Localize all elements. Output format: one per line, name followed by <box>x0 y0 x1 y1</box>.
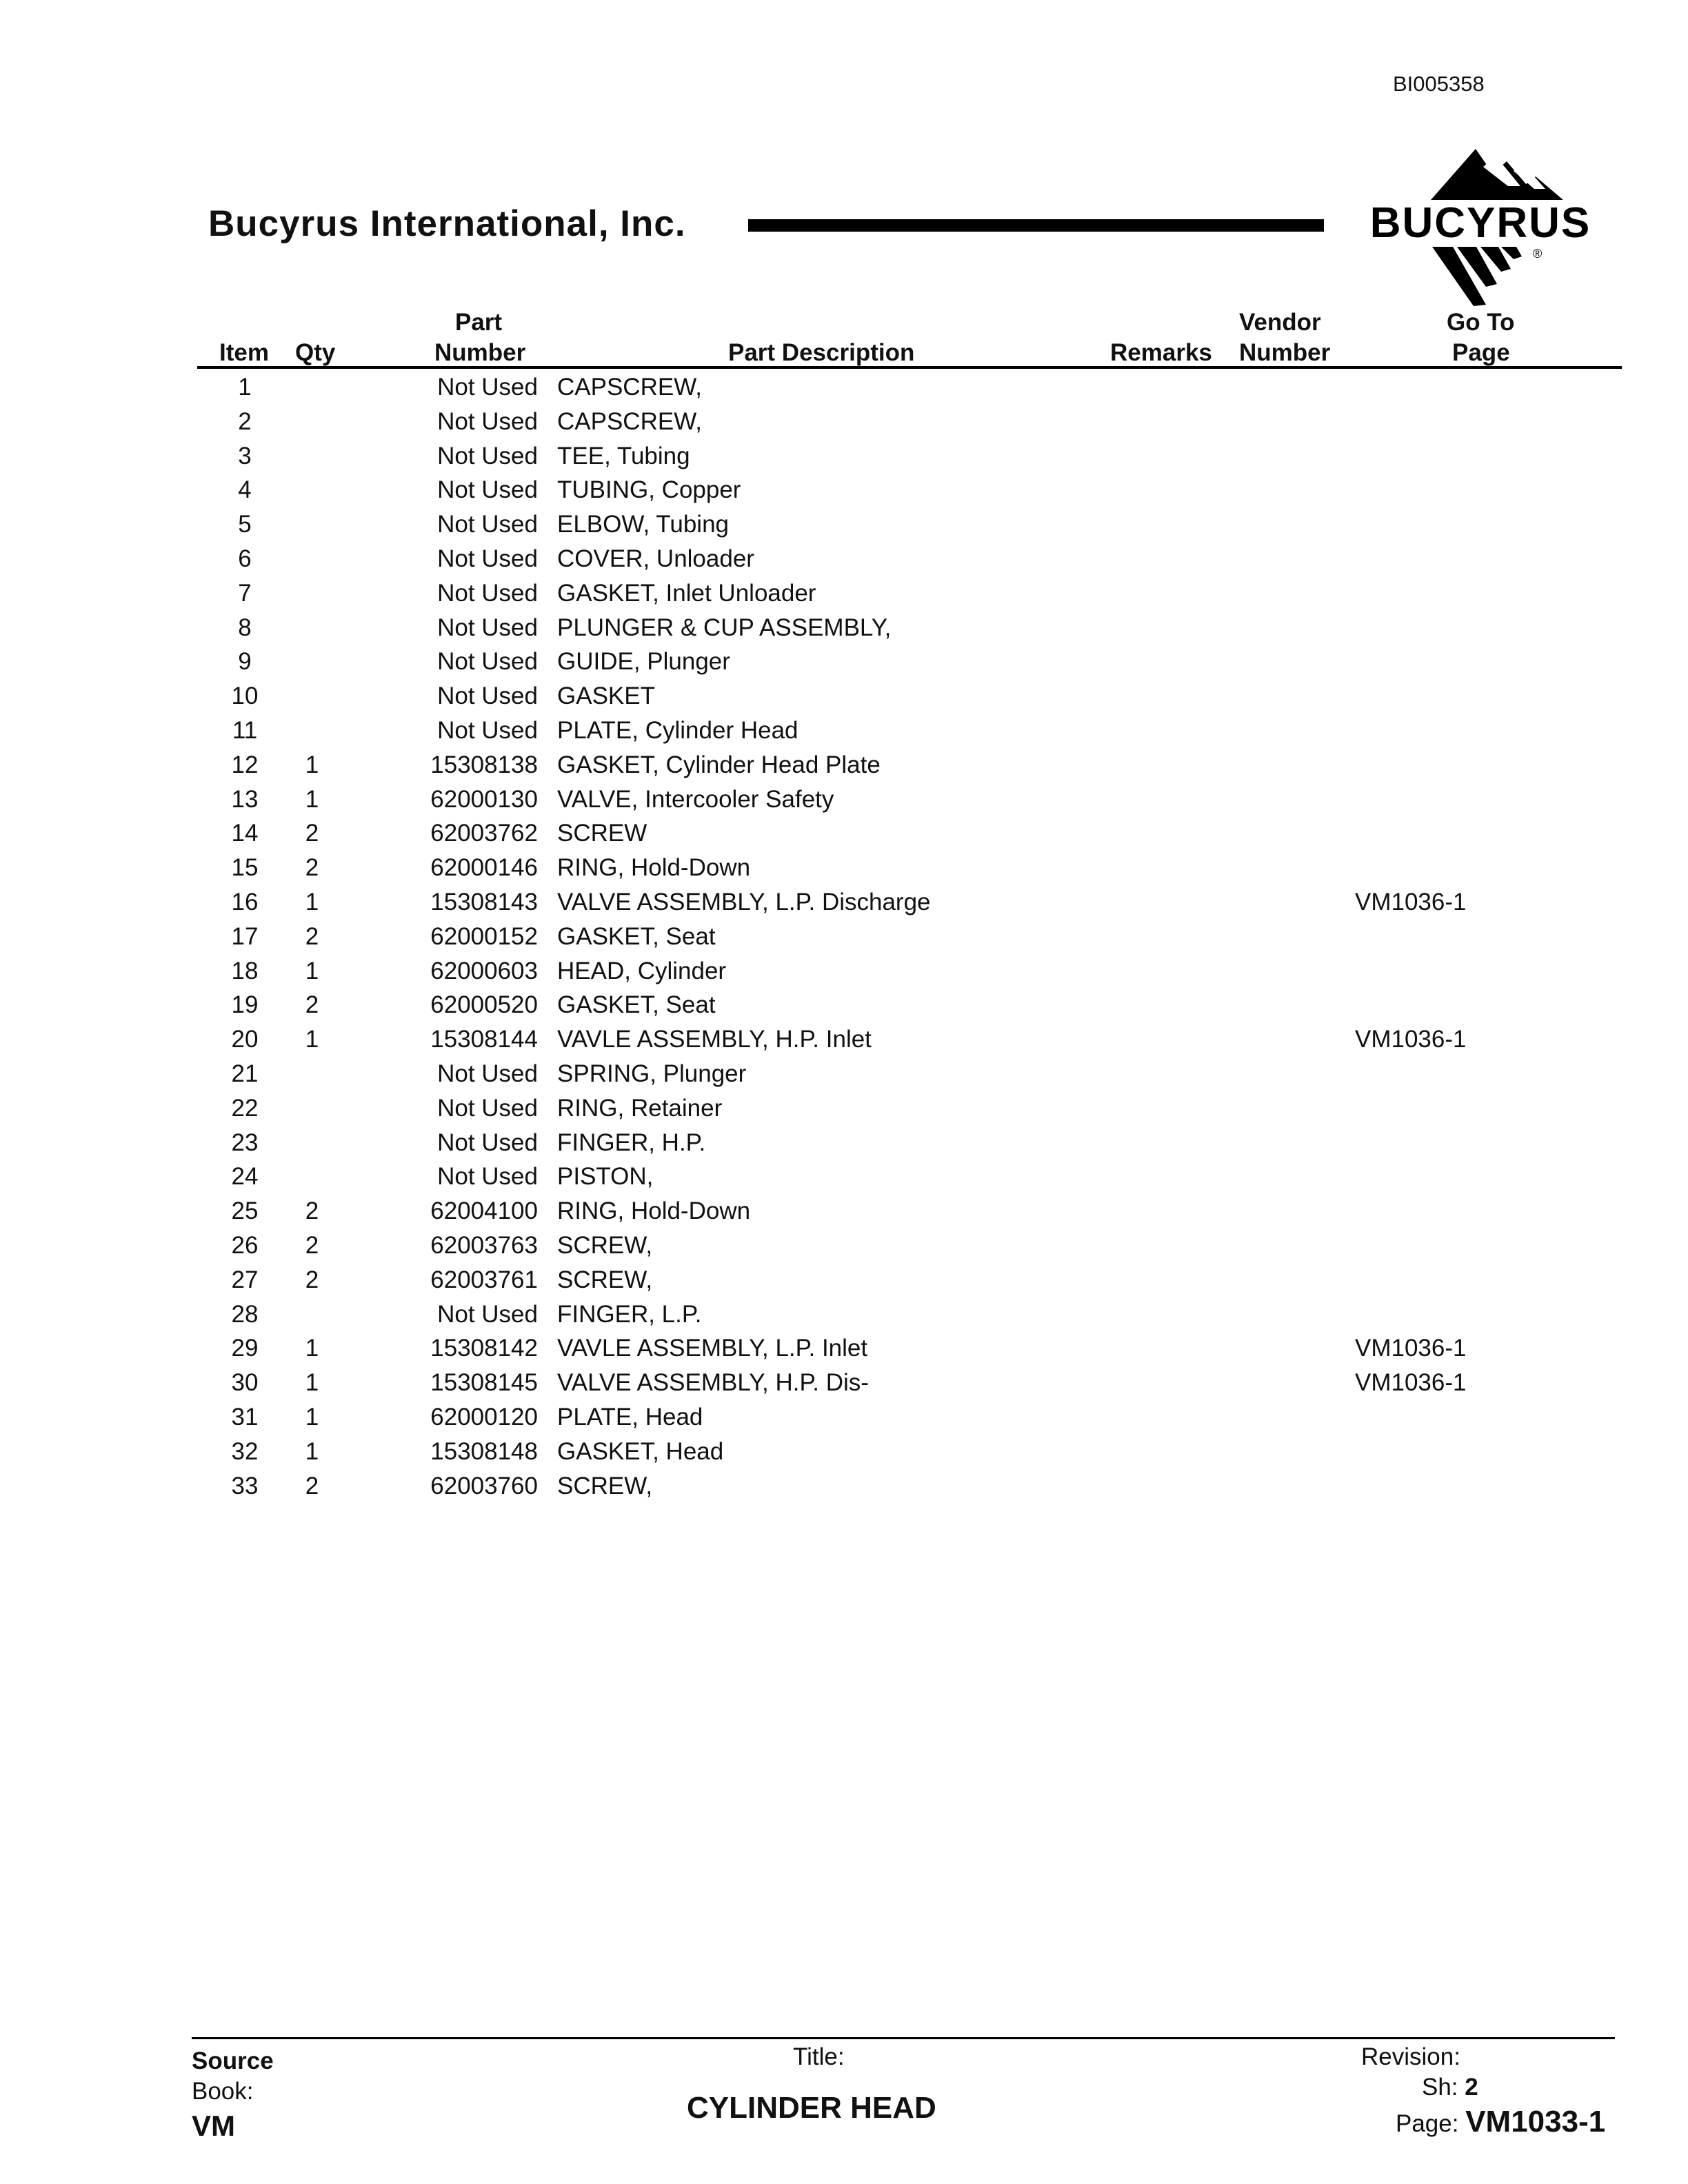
cell-item: 5 <box>238 511 252 538</box>
table-row <box>0 1194 1688 1228</box>
cell-desc: TEE, Tubing <box>557 442 690 469</box>
footer-page-label: Page: <box>1396 2110 1459 2137</box>
cell-part: Not Used <box>437 1163 538 1191</box>
table-row <box>0 576 1688 611</box>
cell-part: Not Used <box>437 374 538 401</box>
footer-sheet-value: 2 <box>1465 2074 1478 2101</box>
header-part-number-line2: Number <box>434 339 526 366</box>
cell-qty: 2 <box>305 1232 319 1259</box>
cell-qty: 2 <box>305 991 319 1019</box>
cell-item: 13 <box>231 785 259 813</box>
cell-goto: VM1036-1 <box>1355 1335 1467 1362</box>
cell-qty: 2 <box>305 1472 319 1499</box>
table-row <box>0 1126 1688 1160</box>
cell-part: 62000130 <box>430 785 538 813</box>
cell-qty: 1 <box>305 751 319 778</box>
table-row <box>0 920 1688 954</box>
table-row <box>0 679 1688 714</box>
logo-wordmark: BUCYRUS <box>1369 199 1591 247</box>
table-row <box>0 473 1688 507</box>
cell-item: 24 <box>231 1163 259 1191</box>
cell-desc: COVER, Unloader <box>557 545 754 572</box>
table-row <box>0 1297 1688 1332</box>
table-row <box>0 782 1688 817</box>
cell-desc: RING, Retainer <box>557 1094 723 1122</box>
cell-part: Not Used <box>437 476 538 504</box>
document-id: BI005358 <box>1393 72 1485 96</box>
cell-part: Not Used <box>437 717 538 744</box>
cell-item: 17 <box>231 922 259 950</box>
header-vendor-line2: Number <box>1239 339 1331 366</box>
cell-item: 27 <box>231 1266 259 1293</box>
table-row <box>0 1263 1688 1297</box>
cell-desc: GASKET, Cylinder Head Plate <box>557 751 881 778</box>
cell-qty: 2 <box>305 1266 319 1293</box>
cell-desc: ELBOW, Tubing <box>557 511 730 538</box>
cell-desc: PISTON, <box>557 1163 654 1191</box>
table-row <box>0 988 1688 1022</box>
footer-divider <box>192 2037 1615 2039</box>
footer-page-value: VM1033-1 <box>1465 2105 1606 2138</box>
cell-item: 2 <box>238 407 252 435</box>
cell-desc: PLUNGER & CUP ASSEMBLY, <box>557 614 892 641</box>
cell-desc: FINGER, H.P. <box>557 1129 706 1156</box>
cell-item: 8 <box>238 614 252 641</box>
cell-desc: VAVLE ASSEMBLY, L.P. Inlet <box>557 1335 868 1362</box>
cell-part: 15308145 <box>430 1369 538 1397</box>
cell-part: 62000120 <box>430 1404 538 1430</box>
header-remarks: Remarks <box>1110 339 1212 366</box>
cell-goto: VM1036-1 <box>1355 1026 1467 1053</box>
cell-part: 15308148 <box>430 1437 538 1465</box>
footer-source-label: Source <box>192 2048 274 2074</box>
cell-item: 14 <box>231 820 259 847</box>
cell-goto: VM1036-1 <box>1355 889 1467 916</box>
table-row <box>0 1331 1688 1366</box>
cell-part: Not Used <box>437 442 538 469</box>
cell-item: 21 <box>231 1060 259 1087</box>
cell-desc: GASKET, Seat <box>557 991 716 1019</box>
header-vendor-line1: Vendor <box>1239 309 1321 336</box>
cell-desc: VALVE, Intercooler Safety <box>557 785 834 813</box>
cell-part: Not Used <box>437 1094 538 1122</box>
cell-item: 32 <box>231 1437 259 1465</box>
cell-desc: HEAD, Cylinder <box>557 957 727 984</box>
cell-qty: 2 <box>305 820 319 847</box>
table-row <box>0 851 1688 885</box>
company-name: Bucyrus International, Inc. <box>208 203 686 244</box>
cell-desc: GASKET, Inlet Unloader <box>557 579 816 607</box>
cell-qty: 2 <box>305 1197 319 1225</box>
cell-item: 11 <box>232 717 258 744</box>
cell-item: 25 <box>231 1197 259 1225</box>
cell-item: 30 <box>231 1369 259 1397</box>
footer-revision-label: Revision: <box>1361 2043 1460 2070</box>
table-row <box>0 439 1688 474</box>
cell-part: 15308138 <box>430 751 538 778</box>
svg-text:®: ® <box>1533 247 1543 261</box>
cell-item: 29 <box>231 1335 259 1362</box>
cell-desc: SCREW, <box>557 1232 653 1259</box>
footer-sheet-label: Sh: <box>1422 2074 1458 2101</box>
cell-part: 15308143 <box>430 889 538 916</box>
cell-part: Not Used <box>437 1300 538 1328</box>
table-row <box>0 405 1688 439</box>
table-row <box>0 507 1688 542</box>
cell-qty: 1 <box>305 1335 319 1362</box>
cell-desc: SCREW <box>557 820 647 847</box>
cell-item: 7 <box>238 579 252 607</box>
table-row <box>0 1366 1688 1400</box>
table-row <box>0 1022 1688 1057</box>
cell-desc: VAVLE ASSEMBLY, H.P. Inlet <box>557 1026 872 1053</box>
cell-item: 12 <box>231 751 259 778</box>
header-go-to-line1: Go To <box>1447 309 1515 336</box>
cell-qty: 1 <box>305 1026 319 1053</box>
footer-title-value: CYLINDER HEAD <box>687 2091 936 2125</box>
cell-item: 4 <box>238 476 252 504</box>
cell-part: 62003761 <box>430 1266 538 1293</box>
cell-item: 15 <box>231 854 259 882</box>
cell-item: 23 <box>231 1129 259 1156</box>
cell-part: 62003762 <box>430 820 538 847</box>
header-part-number-line1: Part <box>455 309 503 336</box>
header-part-description: Part Description <box>728 339 915 366</box>
cell-qty: 1 <box>305 957 319 984</box>
cell-goto: VM1036-1 <box>1355 1369 1467 1397</box>
cell-qty: 1 <box>305 785 319 813</box>
cell-desc: PLATE, Head <box>557 1404 703 1430</box>
table-row <box>0 542 1688 576</box>
cell-part: Not Used <box>437 545 538 572</box>
table-row <box>0 816 1688 851</box>
table-row <box>0 1091 1688 1126</box>
cell-part: Not Used <box>437 511 538 538</box>
cell-desc: SCREW, <box>557 1472 653 1499</box>
cell-desc: VALVE ASSEMBLY, H.P. Dis- <box>557 1369 869 1397</box>
table-row <box>0 954 1688 989</box>
cell-item: 31 <box>231 1404 259 1430</box>
cell-qty: 1 <box>305 1404 319 1430</box>
footer-title-label: Title: <box>793 2043 845 2070</box>
table-row <box>0 1400 1688 1435</box>
header-item: Item <box>219 339 269 366</box>
cell-part: 62003760 <box>430 1472 538 1499</box>
cell-qty: 1 <box>305 1437 319 1465</box>
footer-sheet <box>1422 2072 1478 2103</box>
cell-item: 26 <box>231 1232 259 1259</box>
cell-part: Not Used <box>437 614 538 641</box>
cell-part: 62000603 <box>430 957 538 984</box>
table-row <box>0 370 1688 405</box>
cell-part: Not Used <box>437 579 538 607</box>
cell-part: Not Used <box>437 407 538 435</box>
cell-desc: GASKET, Head <box>557 1437 724 1465</box>
table-row <box>0 885 1688 920</box>
cell-desc: CAPSCREW, <box>557 407 703 435</box>
footer-book-label: Book: <box>192 2078 254 2105</box>
cell-desc: RING, Hold-Down <box>557 854 751 882</box>
cell-desc: SPRING, Plunger <box>557 1060 747 1087</box>
cell-item: 3 <box>238 442 252 469</box>
cell-part: 62004100 <box>430 1197 538 1225</box>
cell-item: 19 <box>231 991 259 1019</box>
cell-part: 62000152 <box>430 922 538 950</box>
cell-part: 62003763 <box>430 1232 538 1259</box>
cell-item: 6 <box>238 545 252 572</box>
table-row <box>0 645 1688 679</box>
footer-book-value: VM <box>192 2110 235 2142</box>
cell-qty: 2 <box>305 922 319 950</box>
cell-item: 16 <box>231 889 259 916</box>
cell-qty: 1 <box>305 1369 319 1397</box>
cell-desc: RING, Hold-Down <box>557 1197 751 1225</box>
table-row <box>0 1160 1688 1194</box>
table-row <box>0 1228 1688 1263</box>
table-row <box>0 1057 1688 1091</box>
cell-desc: GASKET <box>557 682 655 710</box>
cell-part: 62000146 <box>430 854 538 882</box>
cell-item: 9 <box>238 648 252 676</box>
cell-desc: GUIDE, Plunger <box>557 648 730 676</box>
header-qty: Qty <box>295 339 336 366</box>
cell-desc: GASKET, Seat <box>557 922 716 950</box>
cell-part: 15308142 <box>430 1335 538 1362</box>
cell-desc: TUBING, Copper <box>557 476 741 504</box>
cell-item: 22 <box>231 1094 259 1122</box>
cell-item: 33 <box>231 1472 259 1499</box>
cell-desc: VALVE ASSEMBLY, L.P. Discharge <box>557 889 931 916</box>
cell-part: Not Used <box>437 648 538 676</box>
table-row <box>0 714 1688 748</box>
cell-part: Not Used <box>437 1129 538 1156</box>
table-row <box>0 1469 1688 1504</box>
cell-item: 18 <box>231 957 259 984</box>
cell-item: 1 <box>238 374 252 401</box>
cell-qty: 1 <box>305 889 319 916</box>
cell-part: Not Used <box>437 682 538 710</box>
cell-desc: CAPSCREW, <box>557 374 703 401</box>
cell-desc: PLATE, Cylinder Head <box>557 717 798 744</box>
cell-part: Not Used <box>437 1060 538 1087</box>
cell-qty: 2 <box>305 854 319 882</box>
table-row <box>0 611 1688 645</box>
cell-item: 10 <box>231 682 259 710</box>
cell-part: 62000520 <box>430 991 538 1019</box>
cell-part: 15308144 <box>430 1026 538 1053</box>
footer-page <box>1396 2107 1605 2139</box>
table-row <box>0 1435 1688 1469</box>
cell-desc: SCREW, <box>557 1266 653 1293</box>
cell-item: 28 <box>231 1300 259 1328</box>
cell-item: 20 <box>231 1026 259 1053</box>
table-row <box>0 748 1688 782</box>
header-go-to-line2: Page <box>1452 339 1510 366</box>
cell-desc: FINGER, L.P. <box>557 1300 702 1328</box>
